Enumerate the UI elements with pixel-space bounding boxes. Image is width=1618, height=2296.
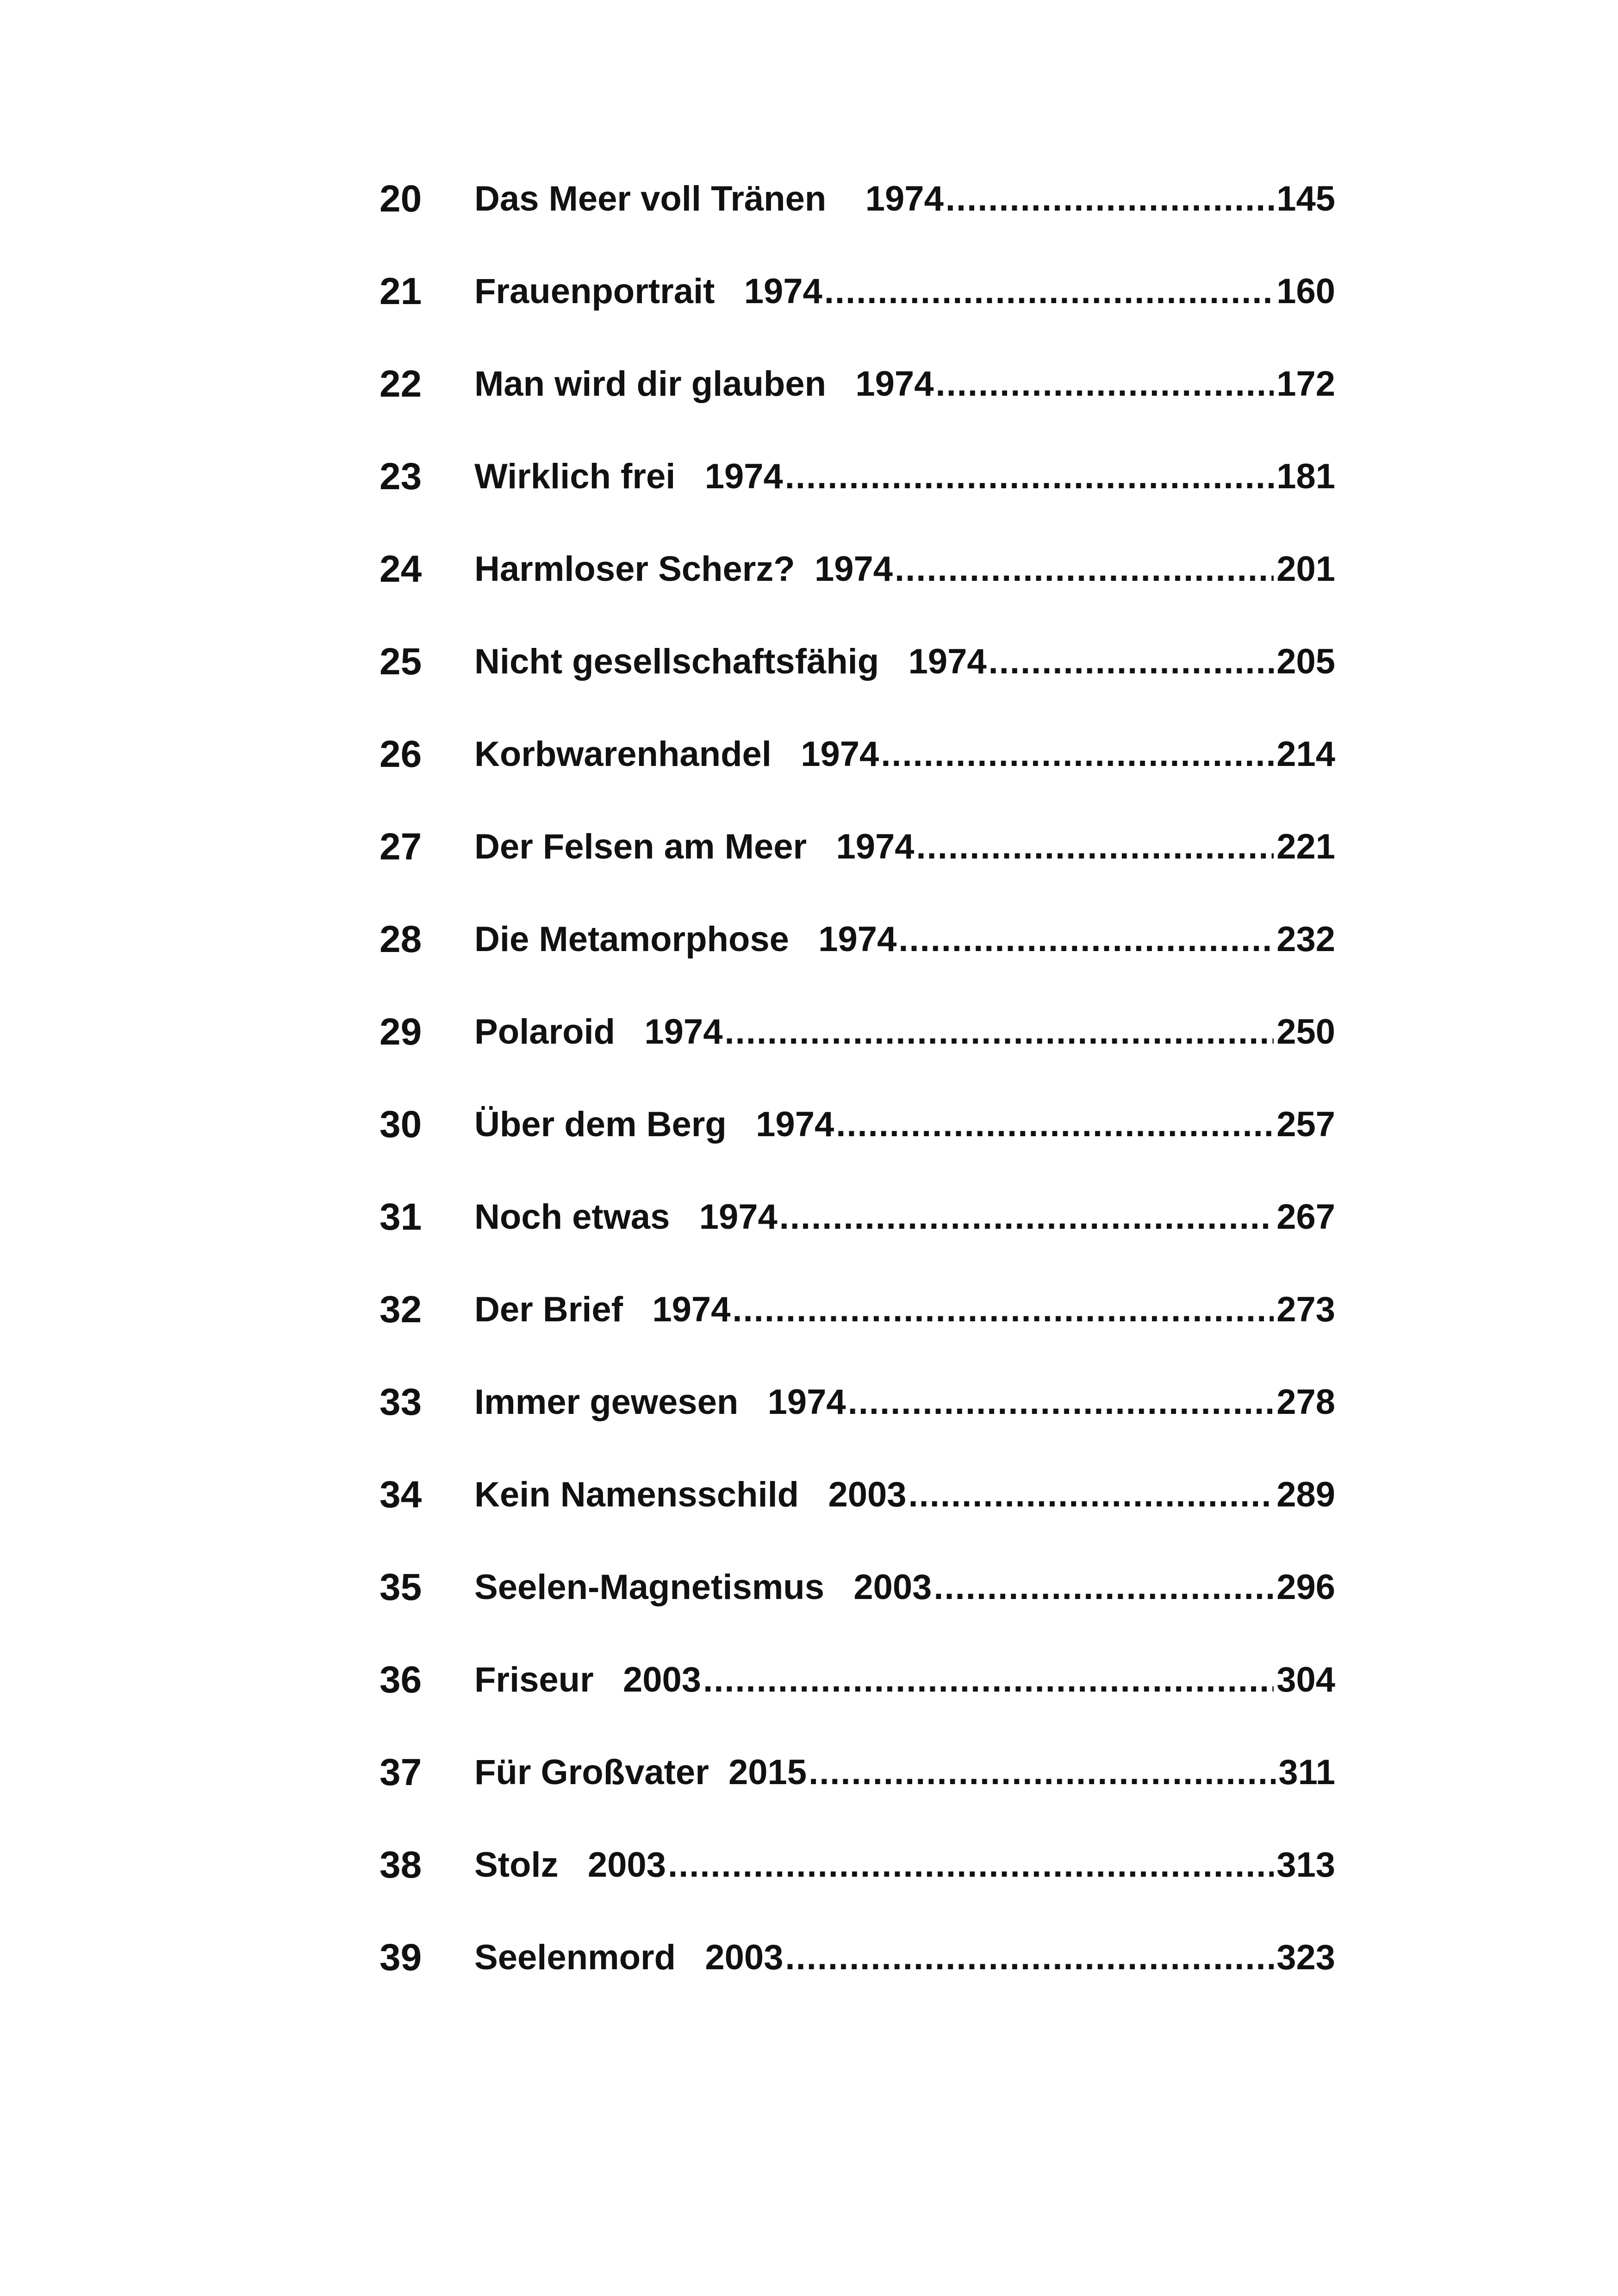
toc-entry[interactable] [380,167,1335,231]
entry-year: 1974 [704,457,783,496]
entry-number: 24 [380,548,422,590]
dot-leader [881,722,1274,787]
entry-number: 30 [380,1103,422,1145]
entry-number: 28 [380,918,422,960]
entry-number: 37 [380,1751,422,1793]
entry-title: Der Felsen am Meer [474,827,836,866]
entry-page-number: 289 [1276,1475,1335,1514]
entry-title: Polaroid [474,1012,645,1052]
dot-leader [732,1277,1274,1342]
entry-page-number: 296 [1276,1568,1335,1607]
entry-page-number: 221 [1276,827,1335,866]
entry-number: 36 [380,1659,422,1701]
dot-leader [836,1092,1274,1157]
entry-title: Harmloser Scherz? [474,549,815,589]
dot-leader [785,1925,1274,1990]
entry-page-number: 257 [1276,1105,1335,1144]
entry-title: Die Metamorphose [474,920,819,959]
entry-year: 1974 [836,827,915,866]
entry-title: Friseur [474,1660,623,1699]
entry-year: 1974 [855,364,934,404]
entry-year: 1974 [908,642,987,681]
entry-year: 1974 [814,549,893,589]
entry-number: 31 [380,1196,422,1238]
toc-entry[interactable] [380,537,1335,602]
dot-leader [668,1833,1274,1898]
entry-year: 1974 [699,1197,778,1237]
entry-number: 22 [380,363,422,405]
entry-title: Kein Namensschild [474,1475,828,1514]
toc-entry[interactable] [380,1648,1335,1712]
entry-page-number: 278 [1276,1382,1335,1422]
toc-entry[interactable] [380,1833,1335,1898]
entry-year: 1974 [767,1382,846,1422]
entry-number: 33 [380,1381,422,1423]
entry-year: 1974 [756,1105,834,1144]
dot-leader [809,1740,1276,1805]
entry-page-number: 304 [1276,1660,1335,1699]
dot-leader [946,167,1274,231]
toc-entry[interactable] [380,444,1335,509]
dot-leader [989,629,1274,694]
entry-title: Wirklich frei [474,457,705,496]
toc-entry[interactable] [380,1277,1335,1342]
entry-title: Nicht gesellschaftsfähig [474,642,909,681]
entry-page-number: 205 [1276,642,1335,681]
entry-year: 2003 [828,1475,907,1514]
entry-page-number: 273 [1276,1290,1335,1329]
entry-title: Immer gewesen [474,1382,768,1422]
dot-leader [779,1185,1274,1250]
dot-leader [785,444,1274,509]
dot-leader [703,1648,1274,1712]
entry-title: Für Großvater [474,1753,728,1792]
dot-leader [824,259,1274,324]
toc-entry[interactable] [380,722,1335,787]
entry-title: Noch etwas [474,1197,699,1237]
entry-page-number: 145 [1276,179,1335,218]
toc-entry[interactable] [380,1185,1335,1250]
entry-title: Korbwarenhandel [474,734,801,774]
entry-title: Das Meer voll Tränen [474,179,865,218]
entry-page-number: 172 [1276,364,1335,404]
entry-page-number: 181 [1276,457,1335,496]
entry-page-number: 313 [1276,1845,1335,1885]
toc-entry[interactable] [380,815,1335,879]
entry-page-number: 214 [1276,734,1335,774]
entry-title: Seelen-Magnetismus [474,1568,854,1607]
dot-leader [848,1370,1274,1435]
dot-leader [898,907,1274,972]
entry-year: 1974 [865,179,944,218]
dot-leader [935,352,1274,417]
entry-year: 1974 [818,920,897,959]
toc-entry[interactable] [380,1740,1335,1805]
entry-number: 26 [380,733,422,775]
entry-year: 2015 [728,1753,807,1792]
entry-page-number: 311 [1278,1753,1335,1792]
entry-number: 21 [380,270,422,312]
entry-number: 32 [380,1288,422,1331]
toc-entry[interactable] [380,1925,1335,1990]
toc-entry[interactable] [380,629,1335,694]
entry-year: 2003 [705,1938,784,1977]
dot-leader [916,815,1274,879]
entry-title: Stolz [474,1845,588,1885]
entry-number: 34 [380,1474,422,1516]
toc-entry[interactable] [380,352,1335,417]
entry-number: 23 [380,455,422,498]
entry-page-number: 160 [1276,272,1335,311]
dot-leader [909,1462,1274,1527]
toc-entry[interactable] [380,907,1335,972]
entry-number: 39 [380,1936,422,1979]
entry-title: Seelenmord [474,1938,705,1977]
entry-page-number: 323 [1276,1938,1335,1977]
entry-number: 38 [380,1844,422,1886]
entry-number: 29 [380,1011,422,1053]
entry-page-number: 232 [1276,920,1335,959]
entry-page-number: 201 [1276,549,1335,589]
toc-entry[interactable] [380,1462,1335,1527]
entry-number: 35 [380,1566,422,1608]
entry-number: 25 [380,641,422,683]
entry-year: 2003 [853,1568,932,1607]
toc-entry[interactable] [380,1092,1335,1157]
entry-title: Man wird dir glauben [474,364,856,404]
toc-entry[interactable] [380,259,1335,324]
entry-year: 1974 [652,1290,731,1329]
entry-year: 2003 [587,1845,666,1885]
entry-title: Frauenportrait [474,272,744,311]
entry-year: 1974 [744,272,822,311]
toc-entry[interactable] [380,1370,1335,1435]
dot-leader [933,1555,1274,1620]
dot-leader [895,537,1274,602]
toc-entry[interactable] [380,1000,1335,1064]
entry-year: 2003 [623,1660,702,1699]
entry-page-number: 267 [1276,1197,1335,1237]
entry-number: 20 [380,178,422,220]
entry-page-number: 250 [1276,1012,1335,1052]
entry-year: 1974 [644,1012,723,1052]
dot-leader [724,1000,1274,1064]
entry-title: Der Brief [474,1290,653,1329]
entry-year: 1974 [801,734,879,774]
entry-number: 27 [380,826,422,868]
entry-title: Über dem Berg [474,1105,756,1144]
toc-entry[interactable] [380,1555,1335,1620]
